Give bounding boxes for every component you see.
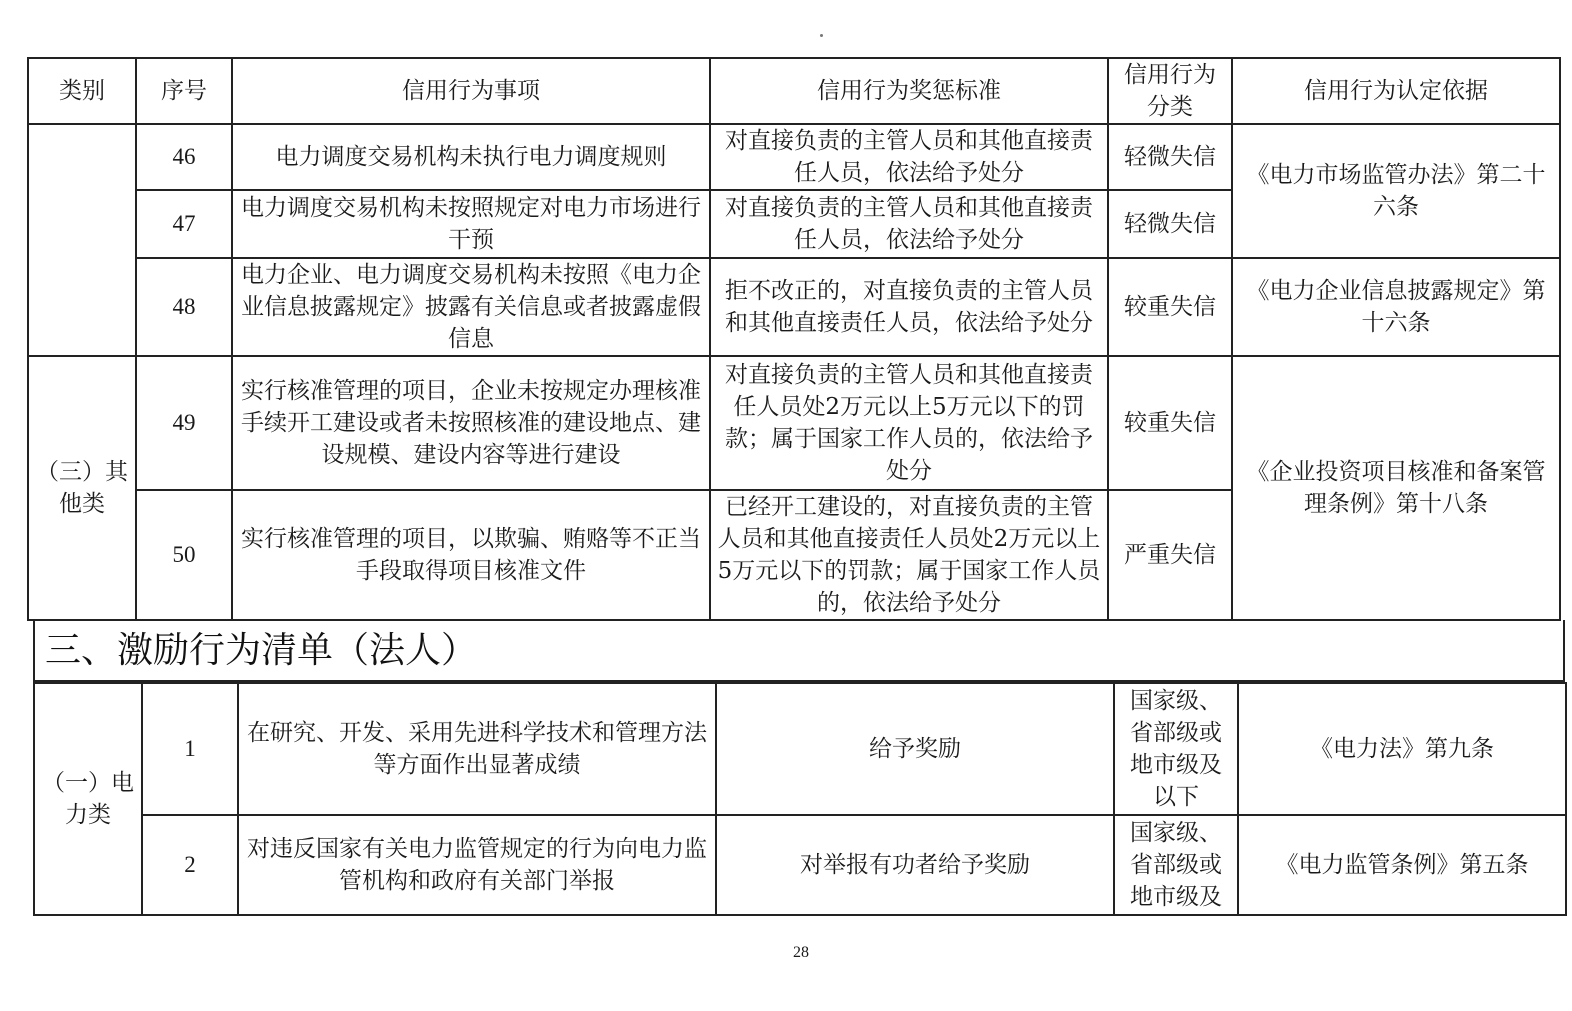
penalty-table <box>27 57 1561 621</box>
class-cell: 国家级、省部级或地市级及 <box>1114 815 1238 915</box>
table-row <box>28 258 1560 356</box>
class-cell: 严重失信 <box>1108 490 1232 620</box>
table-header-row <box>28 58 1560 124</box>
header-class: 信用行为分类 <box>1108 58 1232 124</box>
basis-cell: 《电力法》第九条 <box>1238 683 1566 815</box>
seq-cell: 47 <box>136 190 232 258</box>
standard-cell: 已经开工建设的，对直接负责的主管人员和其他直接责任人员处2万元以上5万元以下的罚款；属于国家工作人员的，依法给予处分 <box>710 490 1108 620</box>
standard-cell: 对直接负责的主管人员和其他直接责任人员，依法给予处分 <box>710 190 1108 258</box>
header-standard: 信用行为奖惩标准 <box>710 58 1108 124</box>
item-cell: 对违反国家有关电力监管规定的行为向电力监管机构和政府有关部门举报 <box>238 815 716 915</box>
item-cell: 电力调度交易机构未执行电力调度规则 <box>232 124 710 190</box>
seq-cell: 46 <box>136 124 232 190</box>
category-cell-empty <box>28 124 136 356</box>
scan-dot <box>820 34 823 37</box>
header-basis: 信用行为认定依据 <box>1232 58 1560 124</box>
seq-cell: 50 <box>136 490 232 620</box>
class-cell: 轻微失信 <box>1108 190 1232 258</box>
table-row <box>28 124 1560 190</box>
category-cell: （一）电力类 <box>34 683 142 915</box>
item-cell: 实行核准管理的项目，以欺骗、贿赂等不正当手段取得项目核准文件 <box>232 490 710 620</box>
seq-cell: 49 <box>136 356 232 490</box>
standard-cell: 拒不改正的，对直接负责的主管人员和其他直接责任人员，依法给予处分 <box>710 258 1108 356</box>
standard-cell: 给予奖励 <box>716 683 1114 815</box>
basis-cell: 《电力监管条例》第五条 <box>1238 815 1566 915</box>
class-cell: 较重失信 <box>1108 356 1232 490</box>
table-row <box>34 683 1566 815</box>
basis-cell: 《企业投资项目核准和备案管理条例》第十八条 <box>1232 356 1560 620</box>
section-title: 三、激励行为清单（法人） <box>33 620 1565 682</box>
standard-cell: 对举报有功者给予奖励 <box>716 815 1114 915</box>
item-cell: 在研究、开发、采用先进科学技术和管理方法等方面作出显著成绩 <box>238 683 716 815</box>
header-seq: 序号 <box>136 58 232 124</box>
category-cell: （三）其他类 <box>28 356 136 620</box>
table-row <box>28 356 1560 490</box>
item-cell: 实行核准管理的项目，企业未按规定办理核准手续开工建设或者未按照核准的建设地点、建设规模、建设内容等进行建设 <box>232 356 710 490</box>
seq-cell: 1 <box>142 683 238 815</box>
header-item: 信用行为事项 <box>232 58 710 124</box>
class-cell: 较重失信 <box>1108 258 1232 356</box>
class-cell: 轻微失信 <box>1108 124 1232 190</box>
class-cell: 国家级、省部级或地市级及以下 <box>1114 683 1238 815</box>
item-cell: 电力企业、电力调度交易机构未按照《电力企业信息披露规定》披露有关信息或者披露虚假信息 <box>232 258 710 356</box>
header-category: 类别 <box>28 58 136 124</box>
page-number: 28 <box>793 944 809 961</box>
item-cell: 电力调度交易机构未按照规定对电力市场进行干预 <box>232 190 710 258</box>
seq-cell: 48 <box>136 258 232 356</box>
seq-cell: 2 <box>142 815 238 915</box>
standard-cell: 对直接负责的主管人员和其他直接责任人员，依法给予处分 <box>710 124 1108 190</box>
standard-cell: 对直接负责的主管人员和其他直接责任人员处2万元以上5万元以下的罚款；属于国家工作人员的，依法给予处分 <box>710 356 1108 490</box>
incentive-table <box>33 682 1567 916</box>
basis-cell: 《电力企业信息披露规定》第十六条 <box>1232 258 1560 356</box>
table-row <box>34 815 1566 915</box>
basis-cell: 《电力市场监管办法》第二十六条 <box>1232 124 1560 258</box>
